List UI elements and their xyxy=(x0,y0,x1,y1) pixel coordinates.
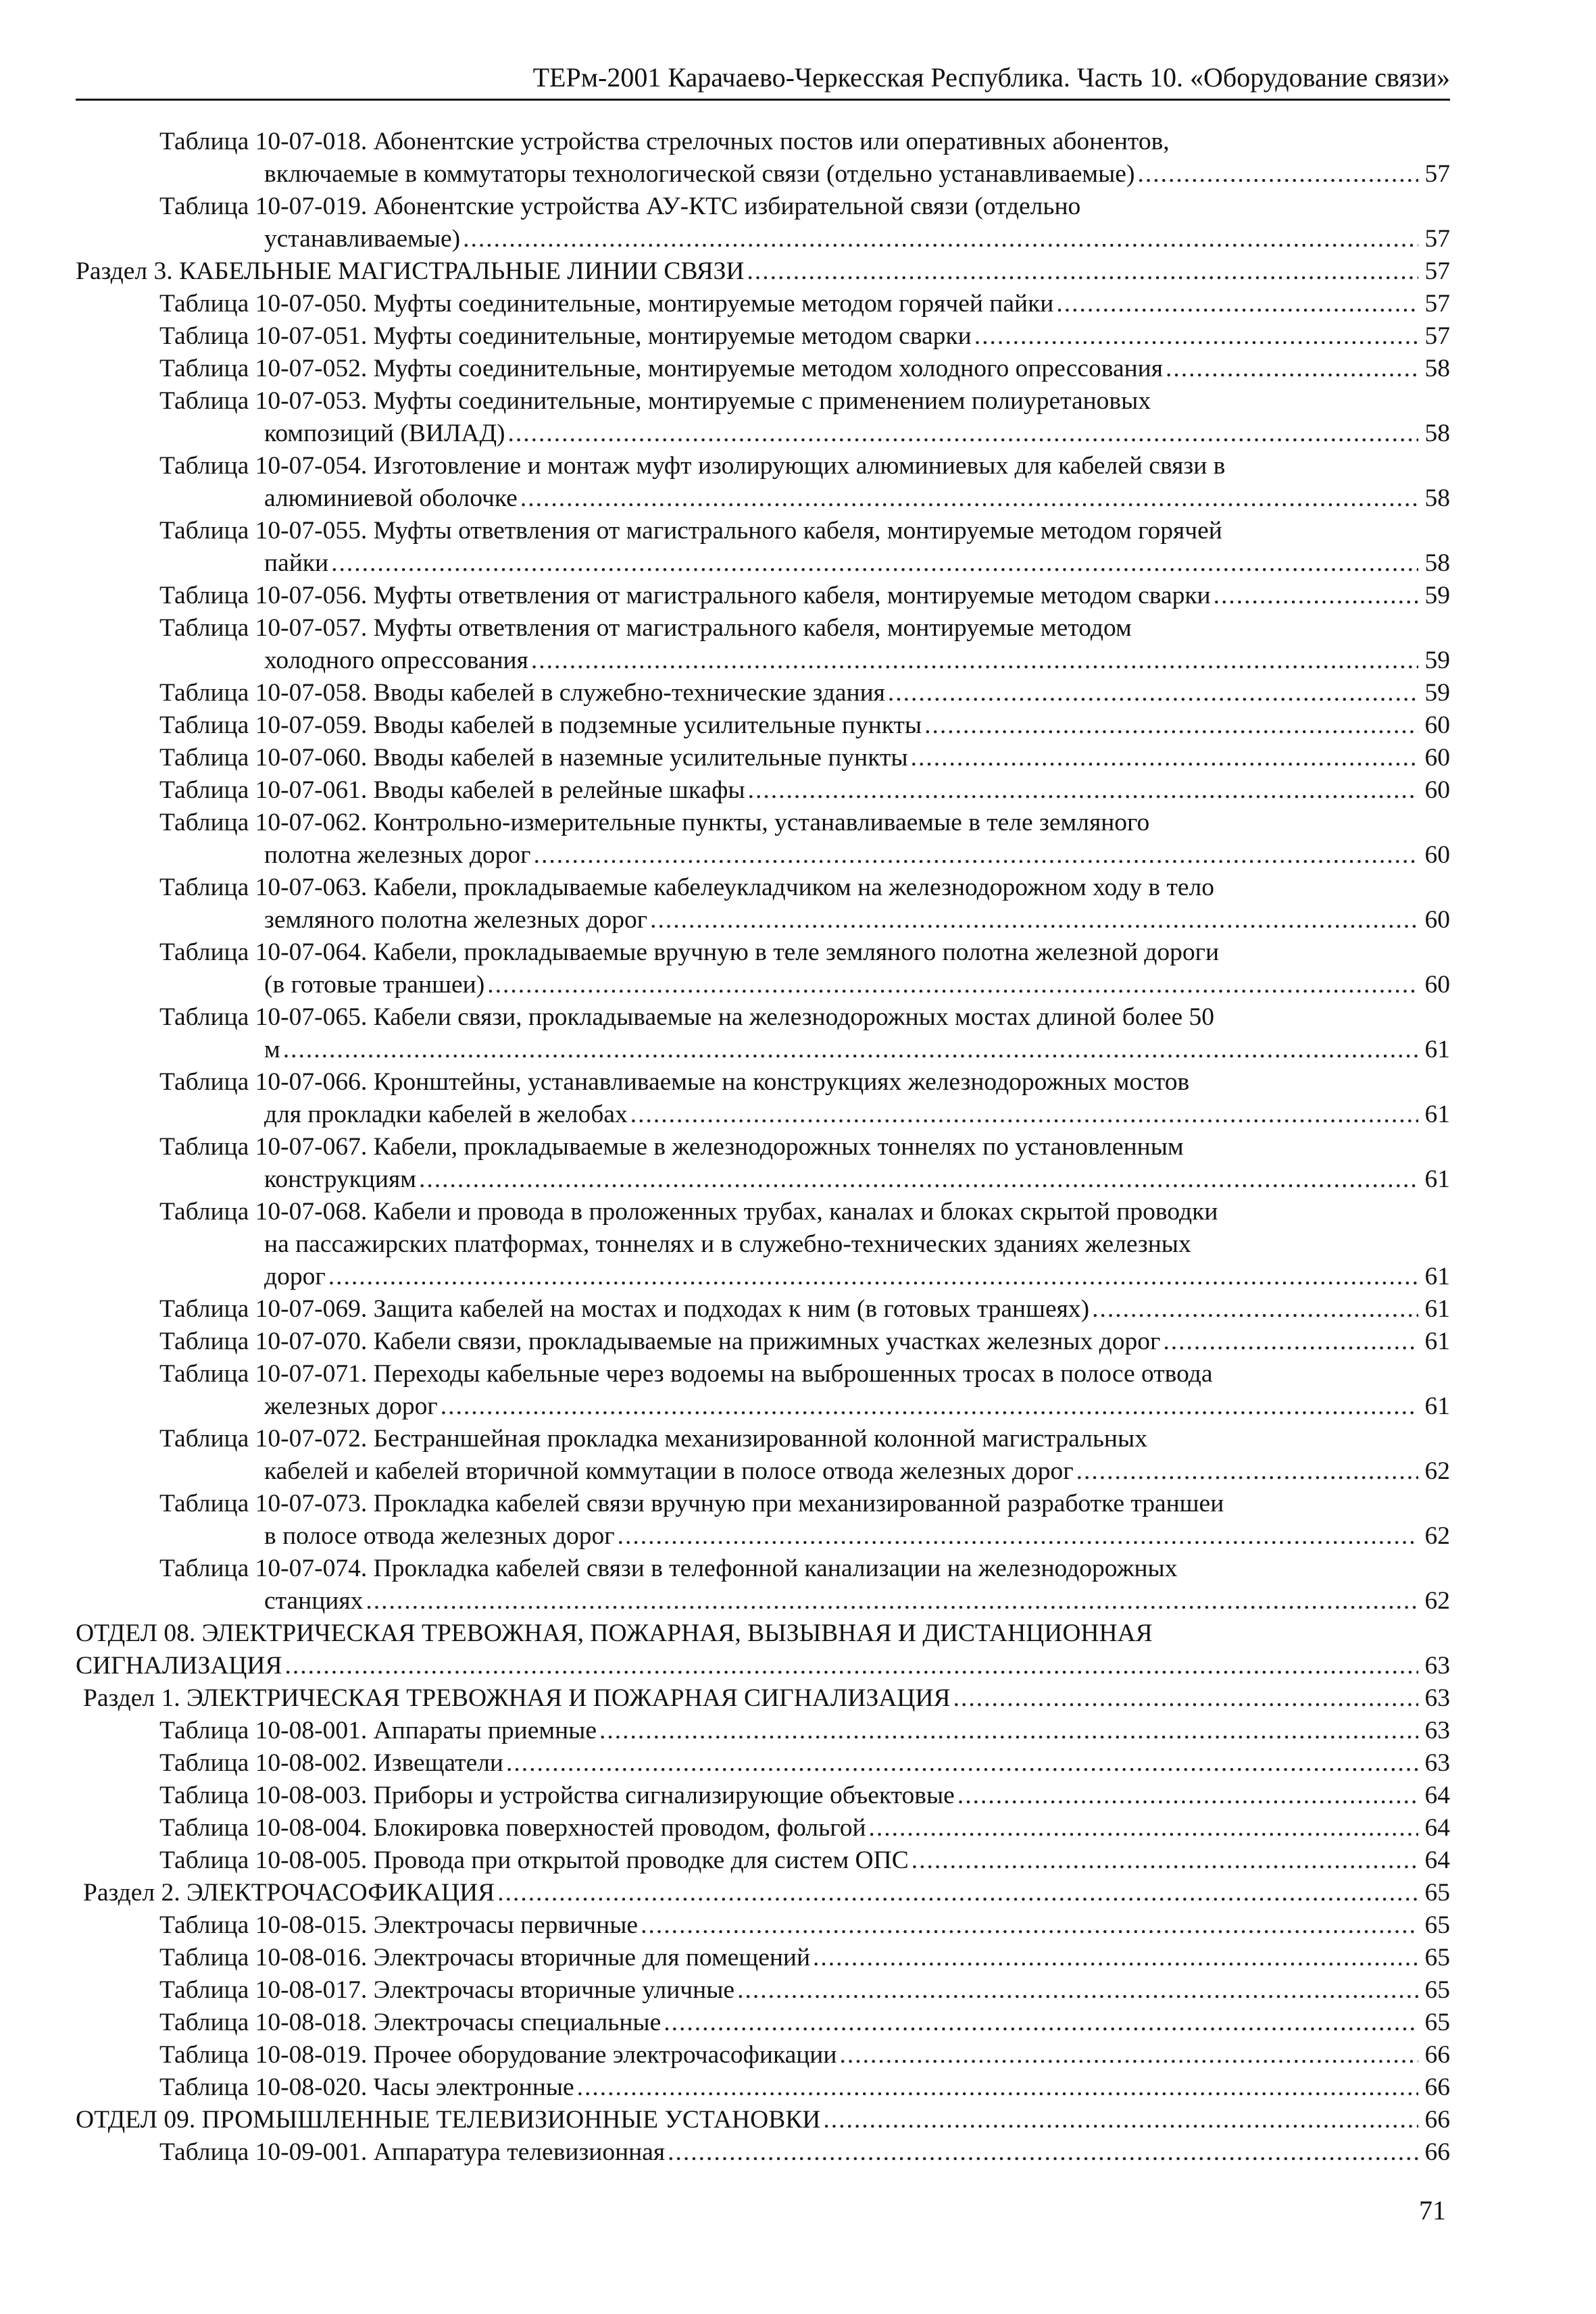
toc-entry xyxy=(76,1844,1450,1877)
toc-entry-last-line xyxy=(159,1163,1450,1196)
toc-entry-last-line xyxy=(159,677,1450,709)
toc-entry xyxy=(76,1617,1450,1682)
toc-entry-text: Таблица 10-07-055. Муфты ответвления от магистрального кабеля, монтируемые методом горячей xyxy=(159,517,1222,545)
toc-page-number: 61 xyxy=(1424,1101,1450,1128)
toc-page-number: 60 xyxy=(1424,971,1450,999)
toc-entry-last-line xyxy=(159,158,1450,191)
toc-entry-last-line xyxy=(76,255,1450,288)
toc-entry xyxy=(76,742,1450,774)
toc-page-number: 65 xyxy=(1424,1879,1450,1907)
toc-entry xyxy=(76,1196,1450,1293)
dot-leader xyxy=(487,969,1418,1001)
toc-entry xyxy=(76,1131,1450,1196)
toc-entry-last-line xyxy=(159,288,1450,320)
dot-leader xyxy=(747,255,1418,288)
toc-entry-text: Таблица 10-07-058. Вводы кабелей в служебно-технические здания xyxy=(159,679,885,707)
dot-leader xyxy=(283,1034,1418,1066)
toc-entry xyxy=(76,709,1450,742)
toc-entry-text: Таблица 10-07-060. Вводы кабелей в наземные усилительные пункты xyxy=(159,744,908,772)
toc-entry-text: Таблица 10-07-071. Переходы кабельные через водоемы на выброшенных тросах в полосе отвода xyxy=(159,1360,1213,1388)
toc-entry-text: Таблица 10-07-018. Абонентские устройства стрелочных постов или оперативных абонентов, xyxy=(159,128,1170,155)
toc-entry-last-line xyxy=(159,1455,1450,1488)
toc-page-number: 63 xyxy=(1424,1717,1450,1744)
toc-entry-text: Таблица 10-07-063. Кабели, прокладываемые кабелеукладчиком на железнодорожном ходу в тело xyxy=(159,874,1214,901)
toc-page-number: 65 xyxy=(1424,2009,1450,2036)
toc-page-number: 57 xyxy=(1424,257,1450,285)
toc-entry xyxy=(76,936,1450,1001)
toc-entry-text: Таблица 10-08-003. Приборы и устройства сигнализирующие объектовые xyxy=(159,1782,955,1809)
toc-entry xyxy=(76,1812,1450,1844)
dot-leader xyxy=(953,1682,1418,1715)
toc-entry-text: дорог xyxy=(264,1263,326,1290)
toc-entry xyxy=(76,1715,1450,1747)
toc-entry-last-line xyxy=(159,1261,1450,1293)
toc-entry-text: Таблица 10-08-005. Провода при открытой проводке для систем ОПС xyxy=(159,1846,909,1874)
toc-entry-last-line xyxy=(159,645,1450,677)
toc-entry-last-line xyxy=(159,1099,1450,1131)
toc-page-number: 66 xyxy=(1424,2106,1450,2134)
toc-entry-text: Таблица 10-07-073. Прокладка кабелей связи вручную при механизированной разработке траншеи xyxy=(159,1490,1224,1517)
toc-entry-last-line xyxy=(159,1812,1450,1844)
toc-entry-text: Таблица 10-07-059. Вводы кабелей в подземные усилительные пункты xyxy=(159,711,922,739)
toc-entry-last-line xyxy=(159,482,1450,515)
toc-page-number: 66 xyxy=(1424,2138,1450,2166)
toc-entry xyxy=(76,1326,1450,1358)
toc-entry-text: конструкциям xyxy=(264,1165,416,1193)
dot-leader xyxy=(419,1163,1418,1196)
toc-entry xyxy=(76,1682,1450,1715)
dot-leader xyxy=(911,742,1418,774)
toc-entry-last-line xyxy=(159,709,1450,742)
dot-leader xyxy=(957,1780,1418,1812)
toc-entry-last-line xyxy=(159,904,1450,936)
dot-leader xyxy=(1214,580,1418,612)
toc-entry-last-line xyxy=(159,1780,1450,1812)
toc-entry-text: Таблица 10-07-053. Муфты соединительные, монтируемые с применением полиуретановых xyxy=(159,387,1151,415)
toc-entry xyxy=(76,612,1450,677)
toc-page-number: 63 xyxy=(1424,1684,1450,1712)
dot-leader xyxy=(737,1974,1418,2007)
toc-entry-last-line xyxy=(159,418,1450,450)
toc-page-number: 65 xyxy=(1424,1944,1450,1971)
toc-entry xyxy=(76,1553,1450,1617)
toc-entry-text: композиций (ВИЛАД) xyxy=(264,420,505,447)
toc-entry-last-line xyxy=(159,1942,1450,1974)
toc-page-number: 60 xyxy=(1424,744,1450,772)
toc-page-number: 61 xyxy=(1424,1165,1450,1193)
toc-entry-text: Таблица 10-07-070. Кабели связи, прокладываемые на прижимных участках железных дорог xyxy=(159,1328,1161,1355)
dot-leader xyxy=(463,223,1418,255)
toc-entry-last-line xyxy=(159,1747,1450,1780)
toc-entry xyxy=(76,2007,1450,2039)
toc-page-number: 59 xyxy=(1424,679,1450,707)
toc-entry xyxy=(76,677,1450,709)
toc-page-number: 61 xyxy=(1424,1263,1450,1290)
dot-leader xyxy=(1092,1293,1418,1326)
toc-entry-text: Таблица 10-07-074. Прокладка кабелей связи в телефонной канализации на железнодорожных xyxy=(159,1555,1178,1582)
toc-entry-last-line xyxy=(159,742,1450,774)
dot-leader xyxy=(1076,1455,1418,1488)
toc-entry-last-line xyxy=(159,1909,1450,1942)
toc-entry-text: Таблица 10-07-067. Кабели, прокладываемые в железнодорожных тоннелях по установленным xyxy=(159,1133,1184,1161)
toc-entry-text: м xyxy=(264,1036,280,1063)
toc-entry xyxy=(76,1974,1450,2007)
toc-entry-text: железных дорог xyxy=(264,1392,438,1420)
toc-entry-last-line xyxy=(159,1520,1450,1553)
dot-leader xyxy=(869,1812,1418,1844)
toc-entry-last-line xyxy=(76,1650,1450,1682)
running-header xyxy=(76,55,1450,101)
toc-page-number: 59 xyxy=(1424,647,1450,674)
toc-entry xyxy=(76,126,1450,191)
dot-leader xyxy=(813,1942,1418,1974)
toc-page-number: 63 xyxy=(1424,1749,1450,1777)
toc-entry xyxy=(76,2039,1450,2071)
toc-entry-text: СИГНАЛИЗАЦИЯ xyxy=(76,1652,282,1680)
toc-page-number: 57 xyxy=(1424,322,1450,350)
toc-entry xyxy=(76,2071,1450,2104)
toc-page-number: 64 xyxy=(1424,1782,1450,1809)
toc-entry-last-line xyxy=(83,1877,1450,1909)
toc-entry xyxy=(76,515,1450,580)
toc-entry xyxy=(76,1488,1450,1553)
toc-entry-text: пайки xyxy=(264,549,329,577)
dot-leader xyxy=(599,1715,1418,1747)
toc-page-number: 62 xyxy=(1424,1522,1450,1550)
dot-leader xyxy=(534,839,1418,872)
toc-page-number: 61 xyxy=(1424,1328,1450,1355)
toc-entry-text: Таблица 10-07-057. Муфты ответвления от магистрального кабеля, монтируемые методом xyxy=(159,614,1132,642)
dot-leader xyxy=(441,1390,1418,1423)
toc-entry xyxy=(76,1780,1450,1812)
dot-leader xyxy=(1056,288,1418,320)
toc-page-number: 61 xyxy=(1424,1295,1450,1323)
toc-entry xyxy=(76,2136,1450,2169)
toc-entry-last-line xyxy=(159,2039,1450,2071)
toc-entry-text: (в готовые траншеи) xyxy=(264,971,485,999)
toc-entry-text: Таблица 10-07-054. Изготовление и монтаж муфт изолирующих алюминиевых для кабелей связи в xyxy=(159,452,1226,480)
toc-page-number: 62 xyxy=(1424,1457,1450,1485)
toc-entry-text: Таблица 10-08-002. Извещатели xyxy=(159,1749,503,1777)
toc-entry-text: Раздел 3. КАБЕЛЬНЫЕ МАГИСТРАЛЬНЫЕ ЛИНИИ СВЯЗИ xyxy=(76,257,745,285)
toc-entry-text: Таблица 10-07-064. Кабели, прокладываемые вручную в теле земляного полотна железной дороги xyxy=(159,938,1220,966)
dot-leader xyxy=(1137,158,1418,191)
toc-entry-last-line xyxy=(159,774,1450,807)
dot-leader xyxy=(839,2039,1418,2071)
toc-page-number: 60 xyxy=(1424,906,1450,934)
toc-entry-text: Таблица 10-07-069. Защита кабелей на мостах и подходах к ним (в готовых траншеях) xyxy=(159,1295,1090,1323)
toc-entry-text: Таблица 10-08-001. Аппараты приемные xyxy=(159,1717,597,1744)
toc-entry-text: устанавливаемые) xyxy=(264,225,461,253)
toc-page-number: 66 xyxy=(1424,2073,1450,2101)
dot-leader xyxy=(366,1585,1418,1617)
toc-entry-last-line xyxy=(83,1682,1450,1715)
toc-entry-text: Таблица 10-07-062. Контрольно-измерительные пункты, устанавливаемые в теле земляного xyxy=(159,809,1150,836)
table-of-contents xyxy=(76,126,1450,2169)
dot-leader xyxy=(328,1261,1418,1293)
toc-entry-text: Таблица 10-07-019. Абонентские устройства АУ-КТС избирательной связи (отдельно xyxy=(159,193,1081,220)
toc-entry-text: в полосе отвода железных дорог xyxy=(264,1522,615,1550)
toc-entry xyxy=(76,1358,1450,1423)
toc-entry xyxy=(76,191,1450,255)
toc-page-number: 58 xyxy=(1424,355,1450,382)
toc-entry xyxy=(76,353,1450,385)
toc-page-number: 57 xyxy=(1424,160,1450,188)
page-number: 71 xyxy=(1419,2195,1446,2225)
toc-entry-last-line xyxy=(159,839,1450,872)
dot-leader xyxy=(823,2104,1418,2136)
toc-entry-text: Таблица 10-08-018. Электрочасы специальные xyxy=(159,2009,662,2036)
header-title: ТЕРм-2001 Карачаево-Черкесская Республика. Часть 10. «Оборудование связи» xyxy=(532,62,1450,93)
toc-entry-last-line xyxy=(159,2007,1450,2039)
toc-page-number: 58 xyxy=(1424,484,1450,512)
toc-entry-text: ОТДЕЛ 09. ПРОМЫШЛЕННЫЕ ТЕЛЕВИЗИОННЫЕ УСТАНОВКИ xyxy=(76,2106,821,2134)
toc-entry-last-line xyxy=(159,1034,1450,1066)
dot-leader xyxy=(531,645,1418,677)
dot-leader xyxy=(650,904,1418,936)
toc-page-number: 63 xyxy=(1424,1652,1450,1680)
toc-entry-last-line xyxy=(159,223,1450,255)
toc-page-number: 57 xyxy=(1424,225,1450,253)
toc-entry-text: ОТДЕЛ 08. ЭЛЕКТРИЧЕСКАЯ ТРЕВОЖНАЯ, ПОЖАРНАЯ, ВЫЗЫВНАЯ И ДИСТАНЦИОННАЯ xyxy=(76,1619,1153,1647)
dot-leader xyxy=(924,709,1418,742)
toc-entry-text: Таблица 10-07-068. Кабели и провода в проложенных трубах, каналах и блоках скрытой проводки xyxy=(159,1198,1218,1226)
toc-entry-last-line xyxy=(159,580,1450,612)
toc-entry-last-line xyxy=(159,1326,1450,1358)
toc-entry-last-line xyxy=(159,320,1450,353)
toc-entry-last-line xyxy=(159,969,1450,1001)
toc-page-number: 66 xyxy=(1424,2041,1450,2069)
dot-leader xyxy=(888,677,1418,709)
toc-entry-text: Таблица 10-09-001. Аппаратура телевизионная xyxy=(159,2138,666,2166)
toc-page-number: 57 xyxy=(1424,290,1450,318)
toc-entry xyxy=(76,1423,1450,1488)
toc-page-number: 64 xyxy=(1424,1814,1450,1842)
toc-entry-last-line xyxy=(159,2136,1450,2169)
toc-entry xyxy=(76,1942,1450,1974)
toc-entry-text: алюминиевой оболочке xyxy=(264,484,518,512)
toc-entry xyxy=(76,385,1450,450)
dot-leader xyxy=(618,1520,1418,1553)
toc-entry xyxy=(76,1001,1450,1066)
dot-leader xyxy=(508,418,1418,450)
toc-entry-last-line xyxy=(159,1585,1450,1617)
toc-entry-text: Таблица 10-07-061. Вводы кабелей в релейные шкафы xyxy=(159,776,745,804)
toc-entry xyxy=(76,1909,1450,1942)
toc-entry-text: Таблица 10-07-056. Муфты ответвления от магистрального кабеля, монтируемые методом сварки xyxy=(159,582,1211,609)
toc-page-number: 62 xyxy=(1424,1587,1450,1615)
dot-leader xyxy=(577,2071,1418,2104)
toc-entry-text: Таблица 10-08-004. Блокировка поверхностей проводом, фольгой xyxy=(159,1814,866,1842)
toc-entry xyxy=(76,1293,1450,1326)
toc-entry-last-line xyxy=(76,2104,1450,2136)
toc-entry-text: включаемые в коммутаторы технологической связи (отдельно устанавливаемые) xyxy=(264,160,1135,188)
toc-entry xyxy=(76,2104,1450,2136)
dot-leader xyxy=(668,2136,1418,2169)
toc-page-number: 65 xyxy=(1424,1911,1450,1939)
dot-leader xyxy=(520,482,1418,515)
toc-entry-last-line xyxy=(159,1715,1450,1747)
toc-entry-text: Таблица 10-07-050. Муфты соединительные, монтируемые методом горячей пайки xyxy=(159,290,1054,318)
toc-entry-text: Раздел 1. ЭЛЕКТРИЧЕСКАЯ ТРЕВОЖНАЯ И ПОЖАРНАЯ СИГНАЛИЗАЦИЯ xyxy=(83,1684,951,1712)
toc-entry-text: Таблица 10-07-072. Бестраншейная прокладка механизированной колонной магистральных xyxy=(159,1425,1147,1453)
toc-page-number: 60 xyxy=(1424,776,1450,804)
toc-entry-text: Таблица 10-08-019. Прочее оборудование электрочасофикации xyxy=(159,2041,837,2069)
toc-entry-text: Таблица 10-07-066. Кронштейны, устанавливаемые на конструкциях железнодорожных мостов xyxy=(159,1068,1190,1096)
toc-page-number: 61 xyxy=(1424,1392,1450,1420)
toc-entry xyxy=(76,1747,1450,1780)
dot-leader xyxy=(1166,353,1418,385)
toc-entry-text: станциях xyxy=(264,1587,364,1615)
toc-entry-text: Раздел 2. ЭЛЕКТРОЧАСОФИКАЦИЯ xyxy=(83,1879,495,1907)
toc-page-number: 64 xyxy=(1424,1846,1450,1874)
dot-leader xyxy=(285,1650,1418,1682)
dot-leader xyxy=(1163,1326,1418,1358)
toc-entry xyxy=(76,774,1450,807)
toc-page-number: 58 xyxy=(1424,420,1450,447)
dot-leader xyxy=(664,2007,1418,2039)
toc-entry-text: Таблица 10-08-020. Часы электронные xyxy=(159,2073,574,2101)
toc-entry xyxy=(76,580,1450,612)
toc-entry-text: на пассажирских платформах, тоннелях и в служебно-технических зданиях железных xyxy=(264,1230,1191,1258)
toc-entry xyxy=(76,288,1450,320)
toc-entry-text: Таблица 10-08-016. Электрочасы вторичные для помещений xyxy=(159,1944,811,1971)
toc-page-number: 59 xyxy=(1424,582,1450,609)
toc-entry xyxy=(76,255,1450,288)
toc-entry xyxy=(76,450,1450,515)
toc-entry-text: холодного опрессования xyxy=(264,647,528,674)
toc-entry-text: земляного полотна железных дорог xyxy=(264,906,648,934)
dot-leader xyxy=(748,774,1418,807)
toc-entry-last-line xyxy=(159,2071,1450,2104)
toc-entry xyxy=(76,320,1450,353)
toc-page-number: 65 xyxy=(1424,1976,1450,2004)
toc-page-number: 60 xyxy=(1424,841,1450,869)
toc-entry-text: для прокладки кабелей в желобах xyxy=(264,1101,628,1128)
toc-page-number: 58 xyxy=(1424,549,1450,577)
toc-entry-text: Таблица 10-07-051. Муфты соединительные, монтируемые методом сварки xyxy=(159,322,972,350)
dot-leader xyxy=(497,1877,1418,1909)
toc-entry xyxy=(76,1877,1450,1909)
toc-entry-last-line xyxy=(159,353,1450,385)
toc-entry-last-line xyxy=(159,1390,1450,1423)
toc-entry-last-line xyxy=(159,1293,1450,1326)
toc-entry-text: Таблица 10-07-065. Кабели связи, прокладываемые на железнодорожных мостах длиной более 50 xyxy=(159,1003,1214,1031)
toc-entry-text: Таблица 10-07-052. Муфты соединительные, монтируемые методом холодного опрессования xyxy=(159,355,1164,382)
dot-leader xyxy=(641,1909,1418,1942)
toc-entry-last-line xyxy=(159,547,1450,580)
toc-page-number: 61 xyxy=(1424,1036,1450,1063)
toc-entry xyxy=(76,807,1450,872)
toc-entry-text: полотна железных дорог xyxy=(264,841,531,869)
dot-leader xyxy=(974,320,1418,353)
dot-leader xyxy=(912,1844,1418,1877)
toc-entry-last-line xyxy=(159,1974,1450,2007)
toc-entry xyxy=(76,1066,1450,1131)
toc-entry-text: Таблица 10-08-017. Электрочасы вторичные уличные xyxy=(159,1976,735,2004)
dot-leader xyxy=(630,1099,1418,1131)
dot-leader xyxy=(331,547,1418,580)
toc-page-number: 60 xyxy=(1424,711,1450,739)
toc-entry xyxy=(76,872,1450,936)
toc-entry-last-line xyxy=(159,1844,1450,1877)
dot-leader xyxy=(506,1747,1418,1780)
toc-entry-text: кабелей и кабелей вторичной коммутации в полосе отвода железных дорог xyxy=(264,1457,1074,1485)
toc-entry-text: Таблица 10-08-015. Электрочасы первичные xyxy=(159,1911,639,1939)
